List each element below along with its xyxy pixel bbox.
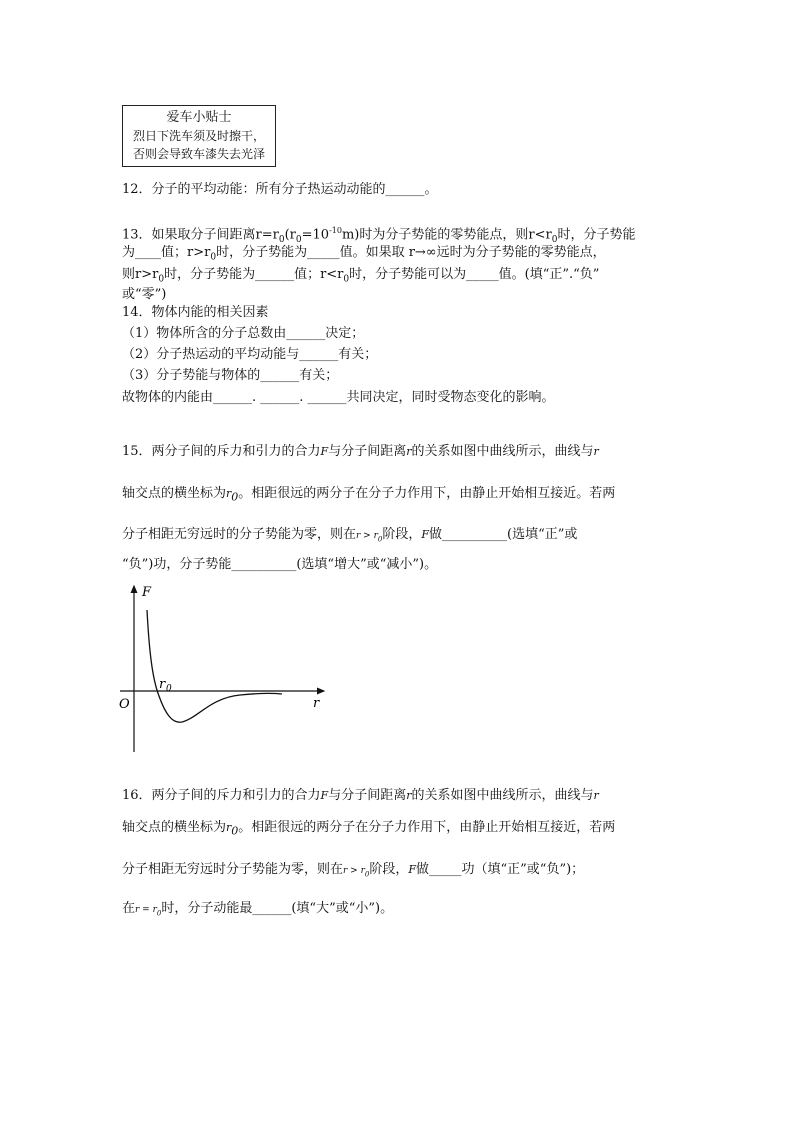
- q12-text: 12．分子的平均动能：所有分子热运动动能的______。: [122, 182, 438, 197]
- graph-label-r0-sub: 0: [166, 684, 172, 694]
- q14-item3: （3）分子势能与物体的______有关；: [122, 368, 339, 383]
- q14-summary: 故物体的内能由______. ______. ______共同决定，同时受物态变化的影响。: [122, 390, 555, 405]
- q13-line3: 则$r>r_0$时，分子势能为______值；$r<r_0$时，分子势能可以为_____值。(填“正”.“负”: [122, 267, 600, 285]
- q16-line2: 轴交点的横坐标为$r_0$。相距很远的两分子在分子力作用下，由静止开始相互接近，若两: [122, 820, 616, 838]
- q16-line4: 在$r = r_0$时，分子动能最______(填“大”或“小”)。: [122, 901, 394, 918]
- q13-line4: 或“零”): [122, 287, 167, 302]
- graph-label-F: F: [142, 585, 152, 600]
- q13-line2: 为____值；$r>r_0$时，分子势能为_____值。如果取 r→∞远时为分子势能的零势能点，: [122, 245, 606, 263]
- q15-line1: 15．两分子间的斥力和引力的合力F与分子间距离r的关系如图中曲线所示，曲线与r: [122, 444, 599, 459]
- graph-label-r: r: [313, 696, 320, 711]
- tip-box: [122, 105, 276, 167]
- tip-box-line1: 烈日下洗车须及时擦干，: [132, 129, 265, 143]
- graph-label-r0: r: [159, 677, 166, 692]
- q13-line1: 13．如果取分子间距离$r=r_0(r_0=10^{-10}m)$时为分子势能的零势能点，则$r<r_0$时，分子势能: [122, 226, 636, 245]
- q14-title: 14．物体内能的相关因素: [122, 305, 269, 320]
- q15-line2: 轴交点的横坐标为$r_0$。相距很远的两分子在分子力作用下，由静止开始相互接近。若两: [122, 486, 616, 504]
- q15-line3: 分子相距无穷远时的分子势能为零，则在$r > r_0$阶段，F做__________(选填“正”或: [122, 527, 578, 544]
- q16-line3: 分子相距无穷远时分子势能为零，则在$r > r_0$阶段，F做_____功（填“正”或“负”)；: [122, 862, 585, 879]
- q15-line4: “负”)功，分子势能__________(选填“增大”或“减小”)。: [122, 557, 438, 572]
- tip-box-line2: 否则会导致车漆失去光泽: [132, 147, 265, 161]
- force-distance-graph: [110, 578, 335, 756]
- q16-line1: 16．两分子间的斥力和引力的合力F与分子间距离r的关系如图中曲线所示，曲线与r: [122, 788, 599, 803]
- q14-item2: （2）分子热运动的平均动能与______有关；: [122, 347, 378, 362]
- force-curve: [147, 610, 282, 722]
- tip-box-title: 爱车小贴士: [166, 110, 232, 125]
- q14-item1: （1）物体所含的分子总数由______决定；: [122, 326, 365, 341]
- graph-label-O: O: [119, 697, 130, 712]
